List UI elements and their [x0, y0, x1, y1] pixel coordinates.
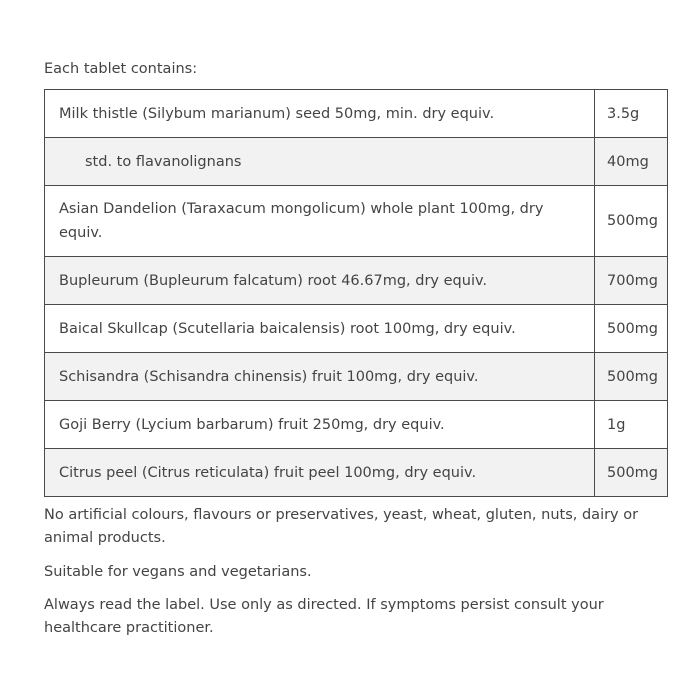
table-row: [45, 401, 668, 449]
ingredient-name: Milk thistle (Silybum marianum) seed 50mg, min. dry equiv.: [45, 90, 595, 138]
ingredient-name: std. to flavanolignans: [45, 138, 595, 186]
ingredient-amount: 1g: [595, 401, 668, 449]
ingredient-name: Goji Berry (Lycium barbarum) fruit 250mg, dry equiv.: [45, 401, 595, 449]
suitability-statement: Suitable for vegans and vegetarians.: [44, 564, 312, 580]
usage-warning: Always read the label. Use only as directed. If symptoms persist consult your healthcare practitioner.: [44, 597, 604, 636]
ingredient-amount: 500mg: [595, 449, 668, 497]
ingredient-amount: 40mg: [595, 138, 668, 186]
ingredient-name: Baical Skullcap (Scutellaria baicalensis) root 100mg, dry equiv.: [45, 305, 595, 353]
table-row: [45, 305, 668, 353]
ingredient-name: Bupleurum (Bupleurum falcatum) root 46.67mg, dry equiv.: [45, 257, 595, 305]
ingredient-amount: 500mg: [595, 305, 668, 353]
ingredient-amount: 700mg: [595, 257, 668, 305]
ingredient-name: Citrus peel (Citrus reticulata) fruit peel 100mg, dry equiv.: [45, 449, 595, 497]
table-row: [45, 353, 668, 401]
table-row: [45, 449, 668, 497]
table-row: [45, 186, 668, 257]
ingredient-name: Asian Dandelion (Taraxacum mongolicum) whole plant 100mg, dry equiv.: [45, 186, 595, 257]
ingredient-amount: 3.5g: [595, 90, 668, 138]
ingredient-name: Schisandra (Schisandra chinensis) fruit 100mg, dry equiv.: [45, 353, 595, 401]
table-row: [45, 138, 668, 186]
ingredient-amount: 500mg: [595, 186, 668, 257]
ingredients-table: [44, 89, 668, 497]
ingredient-amount: 500mg: [595, 353, 668, 401]
table-intro: Each tablet contains:: [44, 61, 198, 77]
allergen-statement: No artificial colours, flavours or preservatives, yeast, wheat, gluten, nuts, dairy or animal products.: [44, 507, 639, 546]
table-row: [45, 90, 668, 138]
table-row: [45, 257, 668, 305]
